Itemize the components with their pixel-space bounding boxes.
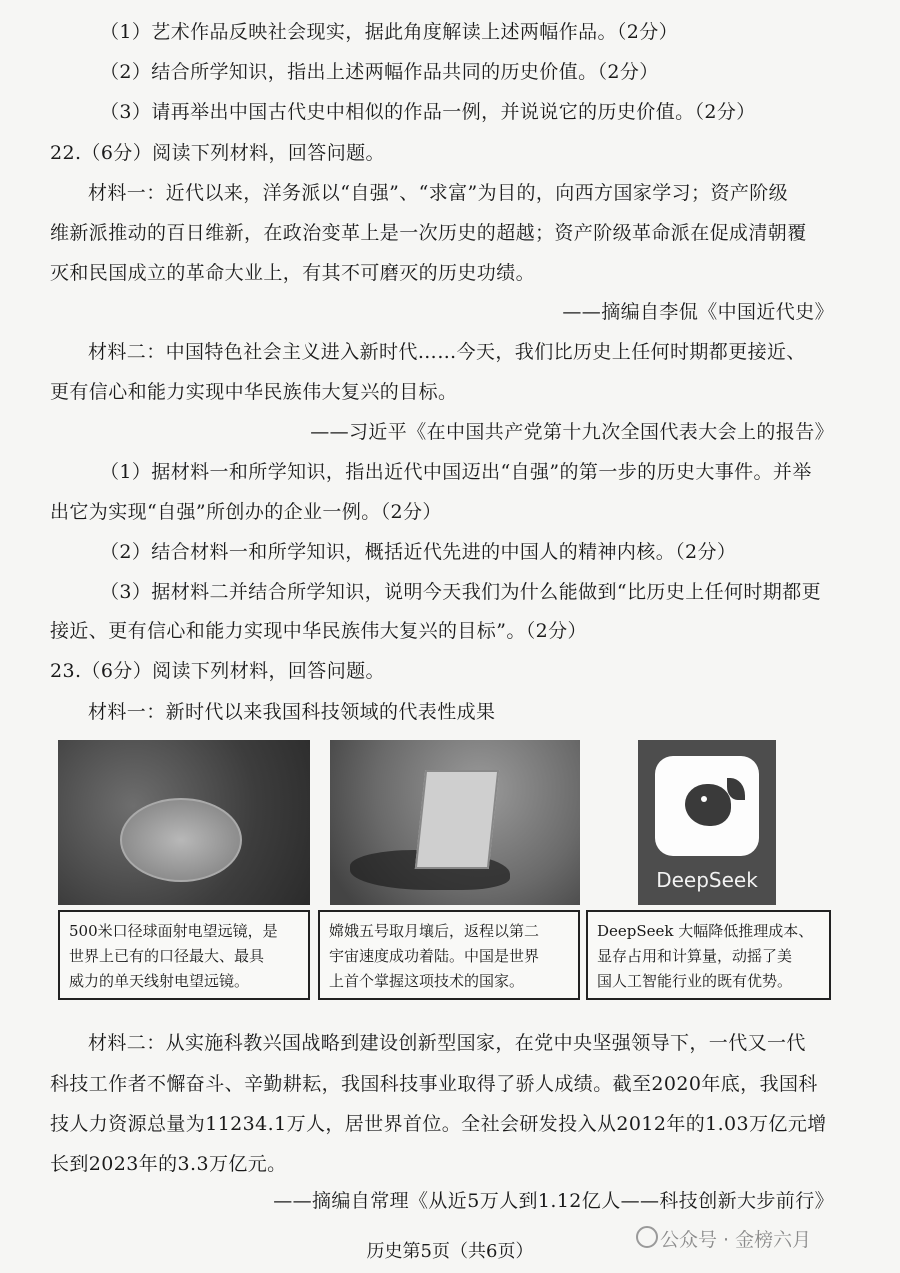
page-footer: 历史第5页（共6页） [366, 1241, 534, 1262]
change5-lander-photo [330, 740, 580, 905]
lander-shape [415, 770, 499, 869]
deepseek-app-icon [655, 756, 759, 856]
question-21-1: （1）艺术作品反映社会现实，据此角度解读上述两幅作品。（2分） [100, 21, 679, 43]
question-21-3: （3）请再举出中国古代史中相似的作品一例，并说说它的历史价值。（2分） [100, 101, 756, 123]
material-1-line-2: 维新派推动的百日维新，在政治变革上是一次历史的超越；资产阶级革命派在促成清朝覆 [50, 222, 807, 244]
question-22-3-line-2: 接近、更有信心和能力实现中华民族伟大复兴的目标”。（2分） [50, 620, 587, 642]
caption-line: 宇宙速度成功着陆。中国是世界 [329, 947, 540, 965]
caption-line: 500米口径球面射电望远镜，是 [69, 922, 278, 940]
question-21-2: （2）结合所学知识，指出上述两幅作品共同的历史价值。（2分） [100, 61, 659, 83]
caption-line: 显存占用和计算量，动摇了美 [597, 947, 793, 965]
material-23-2-line-4: 长到2023年的3.3万亿元。 [50, 1153, 287, 1175]
whale-eye [701, 796, 707, 802]
question-22-heading: 22.（6分）阅读下列材料，回答问题。 [50, 142, 385, 164]
caption-deepseek [586, 910, 831, 1000]
whale-icon [685, 784, 731, 826]
material-2-source: ——习近平《在中国共产党第十九次全国代表大会上的报告》 [310, 421, 834, 443]
material-23-2-line-1: 材料二：从实施科教兴国战略到建设创新型国家，在党中央坚强领导下，一代又一代 [88, 1032, 806, 1054]
material-1-line-3: 灭和民国成立的革命大业上，有其不可磨灭的历史功绩。 [50, 262, 536, 284]
caption-line: 国人工智能行业的既有优势。 [597, 972, 793, 990]
caption-telescope [58, 910, 310, 1000]
material-2-line-1: 材料二：中国特色社会主义进入新时代……今天，我们比历史上任何时期都更接近、 [88, 341, 806, 363]
material-1-source: ——摘编自李侃《中国近代史》 [562, 301, 834, 323]
question-22-2: （2）结合材料一和所学知识，概括近代先进的中国人的精神内核。（2分） [100, 541, 737, 563]
material-23-2-source: ——摘编自常理《从近5万人到1.12亿人——科技创新大步前行》 [273, 1190, 834, 1212]
question-22-1-line-2: 出它为实现“自强”所创办的企业一例。（2分） [50, 501, 442, 523]
caption-line: 上首个掌握这项技术的国家。 [329, 972, 525, 990]
deepseek-logo-text: DeepSeek [656, 868, 758, 892]
material-23-1-heading: 材料一：新时代以来我国科技领域的代表性成果 [88, 701, 496, 723]
material-23-2-line-3: 技人力资源总量为11234.1万人，居世界首位。全社会研发投入从2012年的1.03万亿元增 [50, 1113, 827, 1135]
caption-change5 [318, 910, 580, 1000]
material-23-2-line-2: 科技工作者不懈奋斗、辛勤耕耘，我国科技事业取得了骄人成绩。截至2020年底，我国科 [50, 1073, 818, 1095]
whale-tail [727, 778, 745, 800]
material-2-line-2: 更有信心和能力实现中华民族伟大复兴的目标。 [50, 381, 458, 403]
telescope-dish [120, 798, 242, 882]
fast-telescope-photo [58, 740, 310, 905]
question-22-3-line-1: （3）据材料二并结合所学知识，说明今天我们为什么能做到“比历史上任何时期都更 [100, 581, 822, 603]
watermark: 公众号 · 金榜六月 [660, 1229, 812, 1251]
caption-line: 世界上已有的口径最大、最具 [69, 947, 265, 965]
caption-line: 威力的单天线射电望远镜。 [69, 972, 250, 990]
caption-line: 嫦娥五号取月壤后，返程以第二 [329, 922, 540, 940]
caption-line: DeepSeek 大幅降低推理成本、 [597, 922, 814, 940]
deepseek-logo-photo [638, 740, 776, 905]
question-23-heading: 23.（6分）阅读下列材料，回答问题。 [50, 660, 385, 682]
question-22-1-line-1: （1）据材料一和所学知识，指出近代中国迈出“自强”的第一步的历史大事件。并举 [100, 461, 812, 483]
material-1-line-1: 材料一：近代以来，洋务派以“自强”、“求富”为目的，向西方国家学习；资产阶级 [88, 182, 789, 204]
